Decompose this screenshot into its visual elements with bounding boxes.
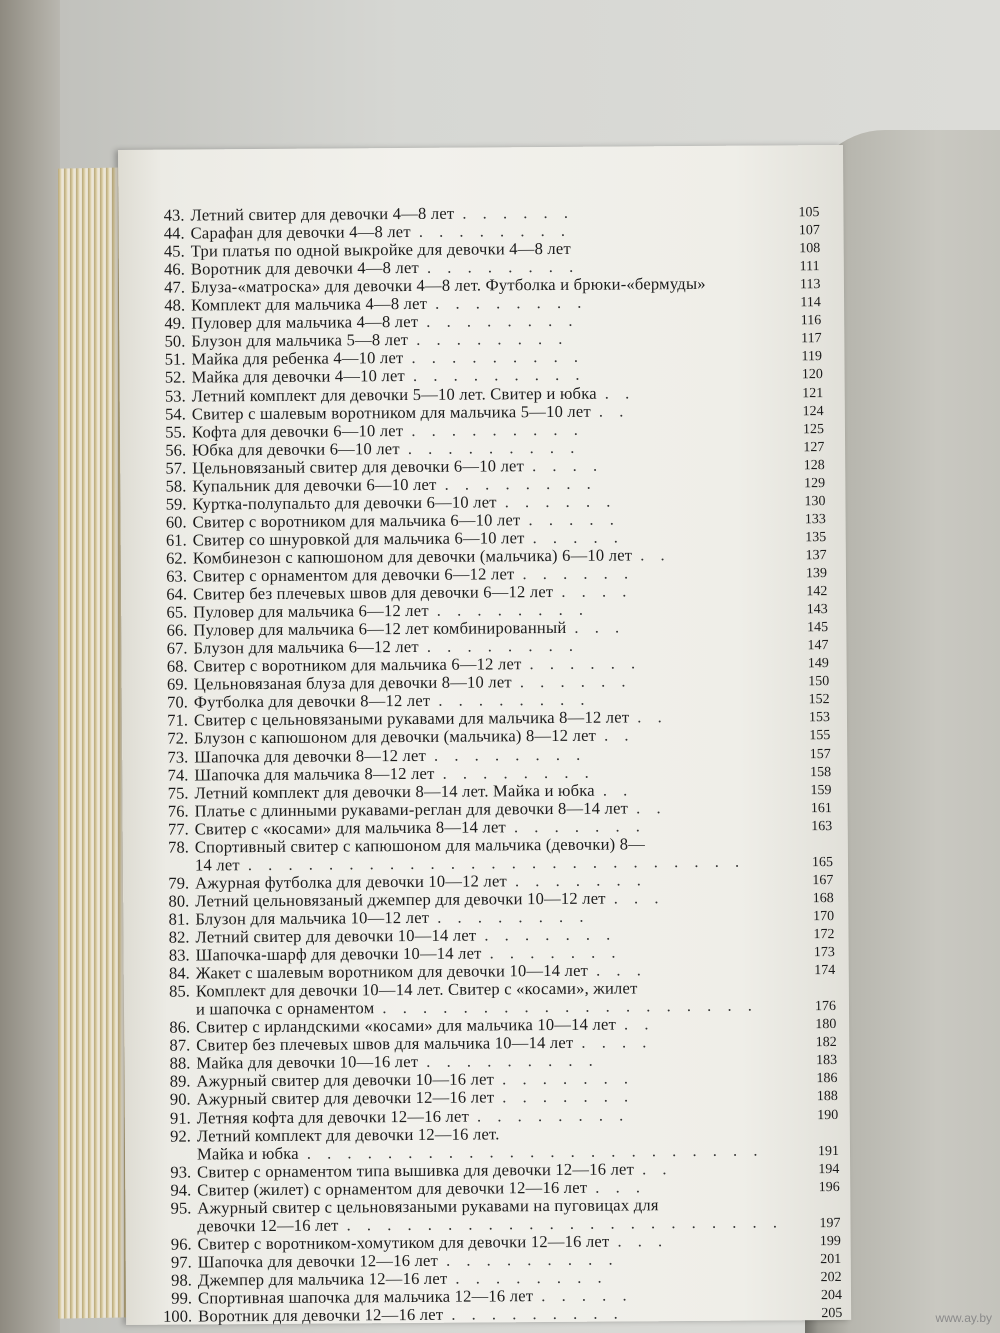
- entry-number: 97.: [170, 1252, 192, 1272]
- entry-title: 14 лет: [194, 854, 240, 875]
- entry-number: 80.: [168, 891, 190, 911]
- entry-number: 58.: [165, 476, 187, 496]
- entry-title: девочки 12—16 лет: [197, 1215, 339, 1236]
- leader-dots: . . . . . . . . .: [445, 1249, 619, 1270]
- entry-title: Комбинезон с капюшоном для девочки (мальчика) 6—10 лет: [192, 545, 633, 568]
- page-number: 150: [808, 674, 830, 690]
- leader-dots: . . . .: [531, 455, 604, 475]
- leader-dots: . . . . . .: [522, 563, 635, 584]
- page-number: 135: [805, 529, 827, 546]
- entry-title: Футболка для девочки 8—12 лет: [193, 691, 431, 712]
- page-number: 168: [812, 890, 834, 907]
- leader-dots: . . . . . . . .: [418, 220, 572, 241]
- leader-dots: . . . .: [581, 1032, 653, 1053]
- entry-number: 93.: [170, 1162, 192, 1182]
- entry-title: Ажурный свитер для девочки 10—16 лет: [196, 1069, 495, 1091]
- entry-number: [125, 1146, 197, 1163]
- page-number: 147: [807, 638, 829, 654]
- leader-dots: . . . . . . .: [502, 1086, 635, 1107]
- entry-number: 85.: [169, 981, 190, 1001]
- page-number: 129: [804, 475, 826, 491]
- page-number: 137: [805, 548, 827, 564]
- leader-dots: . . . . . . . . .: [451, 1303, 624, 1324]
- entry-number: 69.: [166, 674, 188, 694]
- leader-dots: . . . . . . . .: [455, 1267, 608, 1288]
- entry-number: 71.: [167, 710, 189, 731]
- page-number: 117: [801, 331, 822, 347]
- entry-title: Ажурный свитер для девочки 12—16 лет: [196, 1087, 495, 1109]
- leader-dots: . . . . . .: [462, 202, 575, 223]
- entry-title: Свитер без плечевых швов для девочки 6—12 лет: [193, 582, 554, 604]
- entry-number: 76.: [167, 801, 189, 821]
- leader-dots: . . . . .: [532, 527, 624, 548]
- leader-dots: . . .: [596, 960, 647, 980]
- leader-dots: . . .: [595, 1177, 647, 1197]
- entry-number: 99.: [171, 1288, 193, 1308]
- book-cover: [0, 0, 60, 1333]
- leader-dots: . . . . . . . . .: [407, 437, 581, 458]
- leader-dots: . . . . . . . . .: [412, 365, 586, 386]
- page-number: 152: [808, 692, 830, 708]
- page-number: 188: [816, 1089, 838, 1105]
- entry-title: Кофта для девочки 6—10 лет: [191, 420, 404, 442]
- leader-dots: . . . . . . .: [502, 1068, 635, 1089]
- entry-number: 46.: [164, 259, 185, 279]
- entry-number: 98.: [171, 1270, 192, 1290]
- entry-title: Ажурная футболка для девочки 10—12 лет: [195, 871, 508, 893]
- page-number: 116: [800, 313, 822, 329]
- entry-title: Спортивный свитер с капюшоном для мальчика (девочки) 8—: [194, 834, 646, 857]
- entry-title: Свитер с орнаментом для девочки 6—12 лет: [192, 564, 515, 586]
- entry-title: Свитер с воротником для мальчика 6—10 лет: [192, 510, 521, 532]
- entry-title: Свитер с «косами» для мальчика 8—14 лет: [194, 816, 507, 839]
- leader-dots: . .: [640, 545, 671, 565]
- page-number: 114: [800, 295, 821, 311]
- entry-title: Цельновязаный свитер для девочки 6—10 лет: [192, 455, 525, 478]
- entry-title: Пуловер для мальчика 6—12 лет: [193, 600, 429, 622]
- page-number: 125: [802, 421, 825, 437]
- toc-entry: [125, 1104, 630, 1128]
- entry-title: Пуловер для мальчика 6—12 лет комбинированный: [193, 618, 567, 640]
- entry-number: 92.: [170, 1126, 191, 1146]
- leader-dots: . . . . . . . .: [426, 311, 579, 332]
- entry-title: Воротник для девочки 4—8 лет: [190, 258, 420, 279]
- page-number: 113: [799, 277, 821, 293]
- leader-dots: . . . . . . . .: [416, 329, 569, 350]
- entry-number: 55.: [165, 422, 187, 442]
- entry-title: Комплект для девочки 10—14 лет. Свитер с «косами», жилет: [195, 978, 638, 1001]
- page-number: 180: [815, 1017, 837, 1033]
- entry-title: Жакет с шалевым воротником для девочки 10—14 лет: [195, 960, 589, 983]
- page-number: 204: [820, 1287, 843, 1304]
- page-number: 161: [810, 800, 832, 816]
- leader-dots: . . . . . . . .: [438, 690, 591, 711]
- leader-dots: . .: [602, 780, 634, 800]
- page-number: 197: [819, 1215, 841, 1231]
- page-number: 119: [801, 349, 822, 365]
- entry-title: Джемпер для мальчика 12—16 лет: [197, 1268, 448, 1290]
- entry-title: Блузон для мальчика 5—8 лет: [191, 330, 409, 351]
- entry-number: 86.: [169, 1017, 191, 1037]
- entry-title: Блуза-«матроска» для девочки 4—8 лет. Футболка и брюки-«бермуды»: [190, 274, 706, 297]
- entry-title: Свитер с воротником-хомутиком для девочки 12—16 лет: [197, 1231, 610, 1254]
- entry-number: 68.: [166, 656, 188, 676]
- entry-number: 56.: [165, 440, 187, 460]
- leader-dots: . . . .: [561, 581, 633, 601]
- entry-title: Спортивная шапочка для мальчика 12—16 лет: [197, 1286, 534, 1308]
- page-number: 183: [816, 1053, 838, 1069]
- entry-number: 47.: [164, 277, 186, 297]
- leader-dots: . . . . . . . . . . . . . . . . . . . . . .: [346, 1212, 784, 1235]
- entry-title: Летний комплект для девочки 12—16 лет.: [196, 1123, 500, 1146]
- page-number: 142: [806, 584, 828, 600]
- entry-title: Свитер без плечевых швов для мальчика 10—14 лет: [196, 1033, 574, 1055]
- page-number: 120: [801, 367, 823, 383]
- entry-title: Майка для ребенка 4—10 лет: [191, 348, 404, 369]
- leader-dots: . . . . . . . .: [426, 256, 580, 277]
- entry-number: 77.: [167, 819, 189, 839]
- entry-title: Три платья по одной выкройке для девочки 4—8 лет: [190, 238, 571, 261]
- page-number: 155: [809, 728, 831, 744]
- leader-dots: . .: [603, 725, 635, 746]
- leader-dots: . . . . . . . .: [444, 473, 597, 494]
- entry-title: Воротник для девочки 12—16 лет: [198, 1304, 444, 1326]
- entry-number: 67.: [166, 638, 188, 658]
- leader-dots: . .: [604, 382, 636, 403]
- page-number: 174: [814, 963, 836, 979]
- entry-number: 83.: [168, 945, 190, 965]
- page-number: 158: [810, 764, 832, 780]
- leader-dots: . .: [623, 1014, 655, 1034]
- leader-dots: . . . . . .: [519, 671, 632, 692]
- entry-title: Свитер с ирландскими «косами» для мальчика 10—14 лет: [196, 1014, 617, 1037]
- page-number: 127: [803, 439, 825, 455]
- entry-number: [123, 857, 195, 874]
- page-number: 121: [802, 385, 824, 401]
- page-number: 105: [798, 205, 820, 221]
- entry-title: Шапочка для девочки 12—16 лет: [197, 1250, 439, 1272]
- entry-number: 100.: [163, 1306, 193, 1326]
- page-number: 130: [804, 493, 826, 510]
- entry-title: Блузон с капюшоном для девочки (мальчика) 8—12 лет: [194, 726, 597, 748]
- entry-title: Летний комплект для девочки 8—14 лет. Майка и юбка: [194, 780, 595, 803]
- leader-dots: . . . . .: [528, 509, 620, 529]
- entry-number: 95.: [170, 1198, 192, 1218]
- entry-title: Шапочка для девочки 8—12 лет: [194, 745, 427, 766]
- page-number: 149: [807, 656, 829, 672]
- entry-title: Платье с длинными рукавами-реглан для девочки 8—14 лет: [194, 798, 629, 821]
- entry-number: [124, 1002, 196, 1019]
- entry-number: 72.: [167, 728, 189, 749]
- watermark: www.ay.by: [935, 1311, 992, 1325]
- page-number: 107: [798, 223, 820, 239]
- leader-dots: . . . . . . . .: [426, 635, 580, 657]
- entry-number: 60.: [165, 512, 187, 532]
- entry-number: [125, 1218, 197, 1235]
- page-number: 163: [811, 818, 833, 834]
- leader-dots: . . . . . . . .: [433, 744, 587, 765]
- entry-title: Свитер с воротником для мальчика 6—12 лет: [193, 654, 522, 676]
- leader-dots: . . . . .: [541, 1285, 633, 1306]
- entry-title: Ажурный свитер с цельновязаными рукавами на пуговицах для: [197, 1195, 659, 1218]
- page-number: 124: [802, 403, 824, 419]
- entry-title: Свитер (жилет) с орнаментом для девочки 12—16 лет: [197, 1177, 588, 1200]
- page-number: 165: [811, 854, 834, 870]
- entry-number: 59.: [165, 494, 187, 514]
- entry-title: Летний свитер для девочки 10—14 лет: [195, 925, 477, 947]
- entry-number: 45.: [163, 241, 185, 261]
- leader-dots: . . . . . . . . . . . . . . . . . . . . . . .: [306, 1140, 764, 1163]
- entry-title: Шапочка-шарф для девочки 10—14 лет: [195, 943, 482, 965]
- page-number: 172: [813, 927, 835, 943]
- entry-number: 50.: [164, 331, 186, 352]
- page-number: 153: [808, 710, 831, 726]
- leader-dots: . .: [636, 797, 667, 818]
- entry-title: Свитер с шалевым воротником для мальчика 5—10 лет: [191, 401, 591, 424]
- entry-number: 48.: [164, 295, 186, 315]
- leader-dots: . . . . . . . .: [437, 906, 590, 927]
- entry-number: 70.: [167, 692, 188, 713]
- entry-title: Купальник для девочки 6—10 лет: [192, 474, 437, 496]
- entry-number: 66.: [166, 620, 188, 640]
- leader-dots: . . . . . . . .: [476, 1104, 630, 1126]
- leader-dots: . . . . . . . . .: [426, 1051, 599, 1072]
- page-number: 190: [817, 1107, 839, 1123]
- entry-title: Летний свитер для девочки 4—8 лет: [190, 203, 455, 225]
- entry-number: 90.: [169, 1089, 191, 1110]
- page-number: 199: [819, 1233, 841, 1249]
- entry-number: 79.: [168, 873, 190, 893]
- leader-dots: . . . . . . .: [484, 924, 617, 945]
- leader-dots: . . .: [617, 1231, 669, 1251]
- book-page: [118, 145, 851, 1325]
- leader-dots: . . . . . .: [529, 653, 642, 674]
- page-number: 201: [820, 1251, 842, 1268]
- entry-title: Блузон для мальчика 6—12 лет: [193, 637, 419, 658]
- leader-dots: . .: [641, 1158, 673, 1179]
- entry-number: 91.: [169, 1108, 191, 1128]
- leader-dots: . . .: [574, 617, 626, 637]
- entry-title: Комплект для мальчика 4—8 лет: [191, 294, 428, 315]
- entry-number: 88.: [169, 1053, 191, 1074]
- entry-title: Свитер с цельновязаными рукавами для мальчика 8—12 лет: [193, 707, 630, 730]
- page-number: 145: [807, 620, 829, 636]
- page-number: 191: [817, 1143, 840, 1159]
- page-number: 159: [810, 782, 832, 798]
- entry-number: 84.: [168, 963, 190, 983]
- page-number: 157: [809, 746, 831, 762]
- entry-title: и шапочка с орнаментом: [195, 998, 375, 1019]
- leader-dots: . .: [637, 707, 668, 727]
- page-number: 186: [816, 1071, 838, 1087]
- entry-number: 54.: [165, 404, 186, 424]
- page-number: 167: [812, 872, 834, 889]
- leader-dots: . . . . . . .: [514, 870, 647, 891]
- leader-dots: . . .: [613, 888, 665, 908]
- entry-number: 75.: [167, 783, 189, 803]
- entry-title: Майка и юбка: [196, 1143, 299, 1164]
- page-number: 176: [814, 999, 837, 1015]
- entry-title: Майка для девочки 10—16 лет: [196, 1052, 419, 1073]
- entry-number: 44.: [163, 223, 185, 243]
- leader-dots: . . . . . . . . . . . . . . . . . . .: [382, 995, 758, 1018]
- leader-dots: . . . . . . . .: [435, 292, 588, 314]
- leader-dots: . . . . . . . .: [436, 599, 590, 620]
- entry-number: 89.: [169, 1071, 191, 1092]
- page-number: 205: [821, 1306, 843, 1322]
- entry-title: Летняя кофта для девочки 12—16 лет: [196, 1106, 470, 1127]
- page-number: 111: [799, 259, 820, 275]
- entry-title: Шапочка для мальчика 8—12 лет: [194, 763, 435, 785]
- entry-title: Свитер с орнаментом типа вышивка для девочки 12—16 лет: [197, 1159, 635, 1182]
- leader-dots: . . . . . . . . .: [411, 419, 584, 440]
- page-number: 173: [813, 945, 835, 961]
- entry-number: 96.: [170, 1234, 192, 1254]
- entry-number: 82.: [168, 927, 190, 947]
- entry-title: Блузон для мальчика 10—12 лет: [195, 907, 430, 929]
- entry-title: Летний цельновязаный джемпер для девочки 10—12 лет: [195, 888, 606, 911]
- page-number: 133: [804, 511, 826, 528]
- entry-number: 87.: [169, 1035, 191, 1055]
- entry-title: Куртка-полупальто для девочки 6—10 лет: [192, 492, 497, 514]
- entry-title: Сарафан для девочки 4—8 лет: [190, 222, 411, 243]
- entry-number: 43.: [163, 205, 185, 225]
- page-number: 170: [813, 908, 835, 925]
- leader-dots: . .: [598, 400, 630, 421]
- entry-title: Свитер со шнуровкой для мальчика 6—10 лет: [192, 528, 525, 550]
- entry-number: 49.: [164, 313, 186, 333]
- entry-number: 51.: [164, 349, 186, 370]
- entry-number: 65.: [166, 602, 188, 622]
- leader-dots: . . . . . . .: [489, 942, 622, 963]
- entry-number: 81.: [168, 909, 190, 929]
- entry-number: 74.: [167, 765, 189, 785]
- entry-title: Майка для девочки 4—10 лет: [191, 366, 406, 387]
- leader-dots: . . . . . . .: [513, 816, 646, 836]
- entry-title: Цельновязаная блуза для девочки 8—10 лет: [193, 672, 512, 694]
- entry-number: 73.: [167, 747, 189, 767]
- entry-number: 94.: [170, 1180, 192, 1200]
- page-number: 194: [818, 1161, 840, 1177]
- entry-title: Летний комплект для девочки 5—10 лет. Свитер и юбка: [191, 383, 597, 405]
- page-number: 128: [803, 457, 825, 473]
- leader-dots: . . . . . . . . . . . . . . . . . . . . . . . . .: [247, 851, 746, 874]
- entry-number: 57.: [165, 458, 187, 478]
- entry-number: 61.: [165, 530, 187, 550]
- toc-entry: [126, 1303, 624, 1326]
- page-number: 143: [806, 602, 828, 618]
- leader-dots: . . . . . .: [504, 491, 617, 512]
- entry-number: 64.: [166, 584, 188, 604]
- entry-number: 62.: [166, 548, 187, 568]
- page-number: 108: [799, 241, 821, 257]
- leader-dots: . . . . . . . .: [442, 762, 595, 783]
- page-number: 196: [818, 1179, 840, 1195]
- page-number: 202: [820, 1269, 842, 1286]
- entry-number: 53.: [164, 386, 186, 406]
- page-number: 182: [815, 1035, 837, 1051]
- entry-number: 52.: [164, 367, 186, 388]
- entry-number: 63.: [166, 566, 188, 586]
- entry-number: 78.: [168, 837, 189, 857]
- entry-title: Юбка для девочки 6—10 лет: [192, 438, 400, 460]
- page-edges: [58, 167, 128, 1318]
- leader-dots: . . . . . . . . .: [411, 347, 585, 368]
- page-number: 139: [805, 566, 828, 582]
- entry-title: Пуловер для мальчика 4—8 лет: [191, 312, 419, 333]
